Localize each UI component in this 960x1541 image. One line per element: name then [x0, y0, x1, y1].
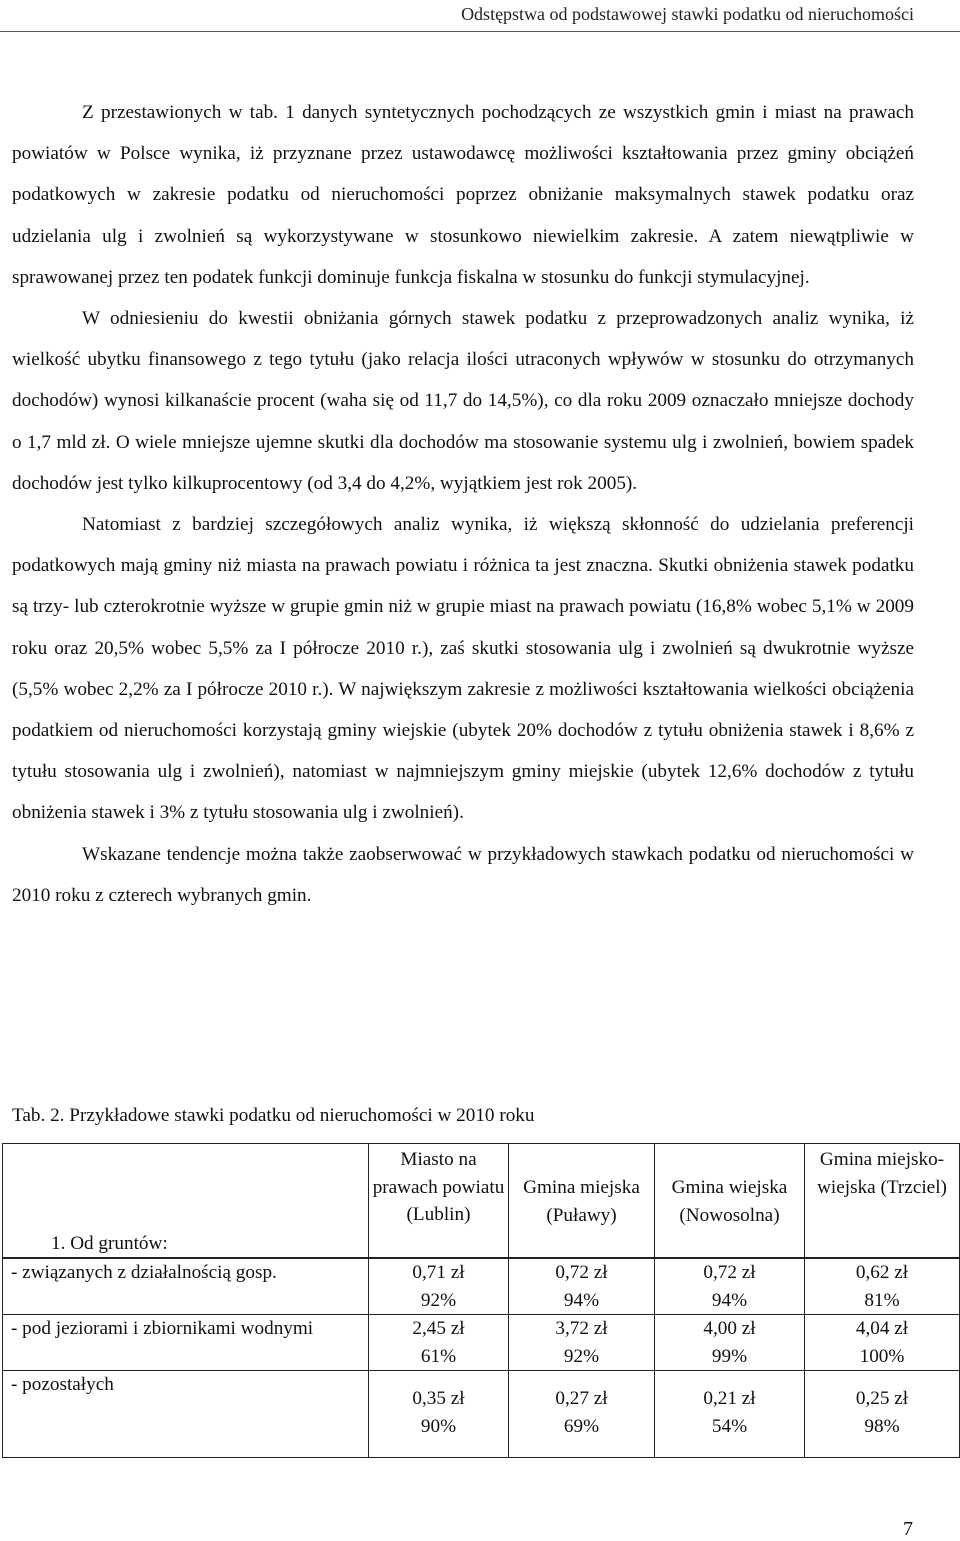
rate-percent: 69% [563, 1415, 600, 1437]
rate-amount: 0,72 zł [703, 1262, 756, 1283]
table-caption: Tab. 2. Przykładowe stawki podatku od nieruchomości w 2010 roku [12, 1105, 535, 1126]
rate-cell [369, 1371, 509, 1458]
rate-percent: 99% [711, 1345, 748, 1367]
rate-percent: 54% [711, 1415, 748, 1437]
row-label-cell [3, 1144, 369, 1258]
rate-percent: 90% [420, 1415, 457, 1437]
rate-cell [509, 1315, 655, 1371]
page-header [0, 0, 960, 32]
rate-percent: 98% [864, 1415, 900, 1437]
rate-amount: 0,71 zł [412, 1262, 465, 1283]
rate-amount: 4,00 zł [703, 1318, 756, 1339]
rate-amount: 2,45 zł [412, 1318, 465, 1339]
page-number: 7 [903, 1518, 913, 1540]
rate-amount: 0,21 zł [703, 1388, 756, 1409]
rate-percent: 92% [420, 1289, 457, 1311]
rate-percent: 81% [864, 1289, 900, 1311]
rate-amount: 0,72 zł [555, 1262, 608, 1283]
rate-amount: 0,25 zł [855, 1388, 909, 1409]
rate-cell [655, 1259, 805, 1315]
rate-amount: 0,27 zł [555, 1388, 608, 1409]
table-header-row [3, 1144, 960, 1258]
running-title: Odstępstwa od podstawowej stawki podatku od nieruchomości [461, 4, 914, 24]
rate-cell [655, 1315, 805, 1371]
rate-percent: 100% [859, 1345, 905, 1367]
paragraph-2: W odniesieniu do kwestii obniżania górnych stawek podatku z przeprowadzonych analiz wynika, iż wielkość ubytku finansowego z tego tytułu (jako relacja ilości utraconych wpływów w stosunku do otrzymanych dochodów) wynosi kilkanaście procent (waha się od 11,7 do 14,5%), co dla roku 2009 oznaczało mniejsze dochody o 1,7 mld zł. O wiele mniejsze ujemne skutki dla dochodów ma stosowanie systemu ulg i zwolnień, bowiem spadek dochodów jest tylko kilkuprocentowy (od 3,4 do 4,2%, wyjątkiem jest rok 2005). [12, 308, 914, 494]
tax-rates-table [2, 1143, 960, 1458]
rate-amount: 0,35 zł [412, 1388, 465, 1409]
table-row [3, 1315, 960, 1371]
rate-percent: 61% [420, 1345, 457, 1367]
paragraph-3: Natomiast z bardziej szczegółowych analiz wynika, iż większą skłonność do udzielania preferencji podatkowych mają gminy niż miasta na prawach powiatu i różnica ta jest znaczna. Skutki obniżenia stawek podatku są trzy- lub czterokrotnie wyższe w grupie gmin niż w grupie miast na prawach powiatu (16,8% wobec 5,1% w 2009 roku oraz 20,5% wobec 5,5% za I półrocze 2010 r.), zaś skutki stosowania ulg i zwolnień są dwukrotnie wyższe (5,5% wobec 2,2% za I półrocze 2010 r.). W największym zakresie z możliwości kształtowania wielkości obciążenia podatkiem od nieruchomości korzystają gminy wiejskie (ubytek 20% dochodów z tytułu obniżenia stawek i 8,6% z tytułu stosowania ulg i zwolnień), natomiast w najmniejszym gminy miejskie (ubytek 12,6% dochodów z tytułu obniżenia stawek i 3% z tytułu stosowania ulg i zwolnień). [12, 514, 914, 824]
rate-cell [655, 1371, 805, 1458]
rate-cell [805, 1259, 960, 1315]
rate-percent: 94% [563, 1289, 600, 1311]
paragraph-4: Wskazane tendencje można także zaobserwować w przykładowych stawkach podatku od nieruchomości w 2010 roku z czterech wybranych gmin. [12, 843, 914, 906]
rate-cell [805, 1315, 960, 1371]
rate-cell [805, 1371, 960, 1458]
rate-percent: 92% [563, 1345, 600, 1367]
rate-percent: 94% [711, 1289, 748, 1311]
rate-amount: 3,72 zł [555, 1318, 608, 1339]
rate-cell [509, 1259, 655, 1315]
row-label: - pod jeziorami i zbiornikami wodnymi [3, 1315, 369, 1371]
paragraph-1: Z przestawionych w tab. 1 danych syntetycznych pochodzących ze wszystkich gmin i miast na prawach powiatów w Polsce wynika, iż przyznane przez ustawodawcę możliwości kształtowania przez gminy obciążeń podatkowych w zakresie podatku od nieruchomości poprzez obniżanie maksymalnych stawek podatku oraz udzielania ulg i zwolnień są wykorzystywane w stosunkowo niewielkim zakresie. A zatem niewątpliwie w sprawowanej przez ten podatek funkcji dominuje funkcja fiskalna w stosunku do funkcji stymulacyjnej. [12, 102, 914, 288]
header-nowosolna: Gmina wiejska (Nowosolna) [655, 1144, 805, 1258]
rate-cell [369, 1315, 509, 1371]
rate-cell [509, 1371, 655, 1458]
table-row [3, 1371, 960, 1458]
row-label: - pozostałych [3, 1371, 369, 1458]
section-label: 1. Od gruntów: [51, 1233, 168, 1254]
header-lublin: Miasto na prawach powiatu (Lublin) [369, 1144, 509, 1258]
rate-cell [369, 1259, 509, 1315]
rate-amount: 0,62 zł [855, 1262, 909, 1283]
body-text [12, 92, 914, 916]
row-label: - związanych z działalnością gosp. [3, 1259, 369, 1315]
rate-amount: 4,04 zł [855, 1318, 909, 1339]
header-pulawy: Gmina miejska (Puławy) [509, 1144, 655, 1258]
table-row [3, 1259, 960, 1315]
header-trzciel: Gmina miejsko-wiejska (Trzciel) [805, 1144, 960, 1258]
